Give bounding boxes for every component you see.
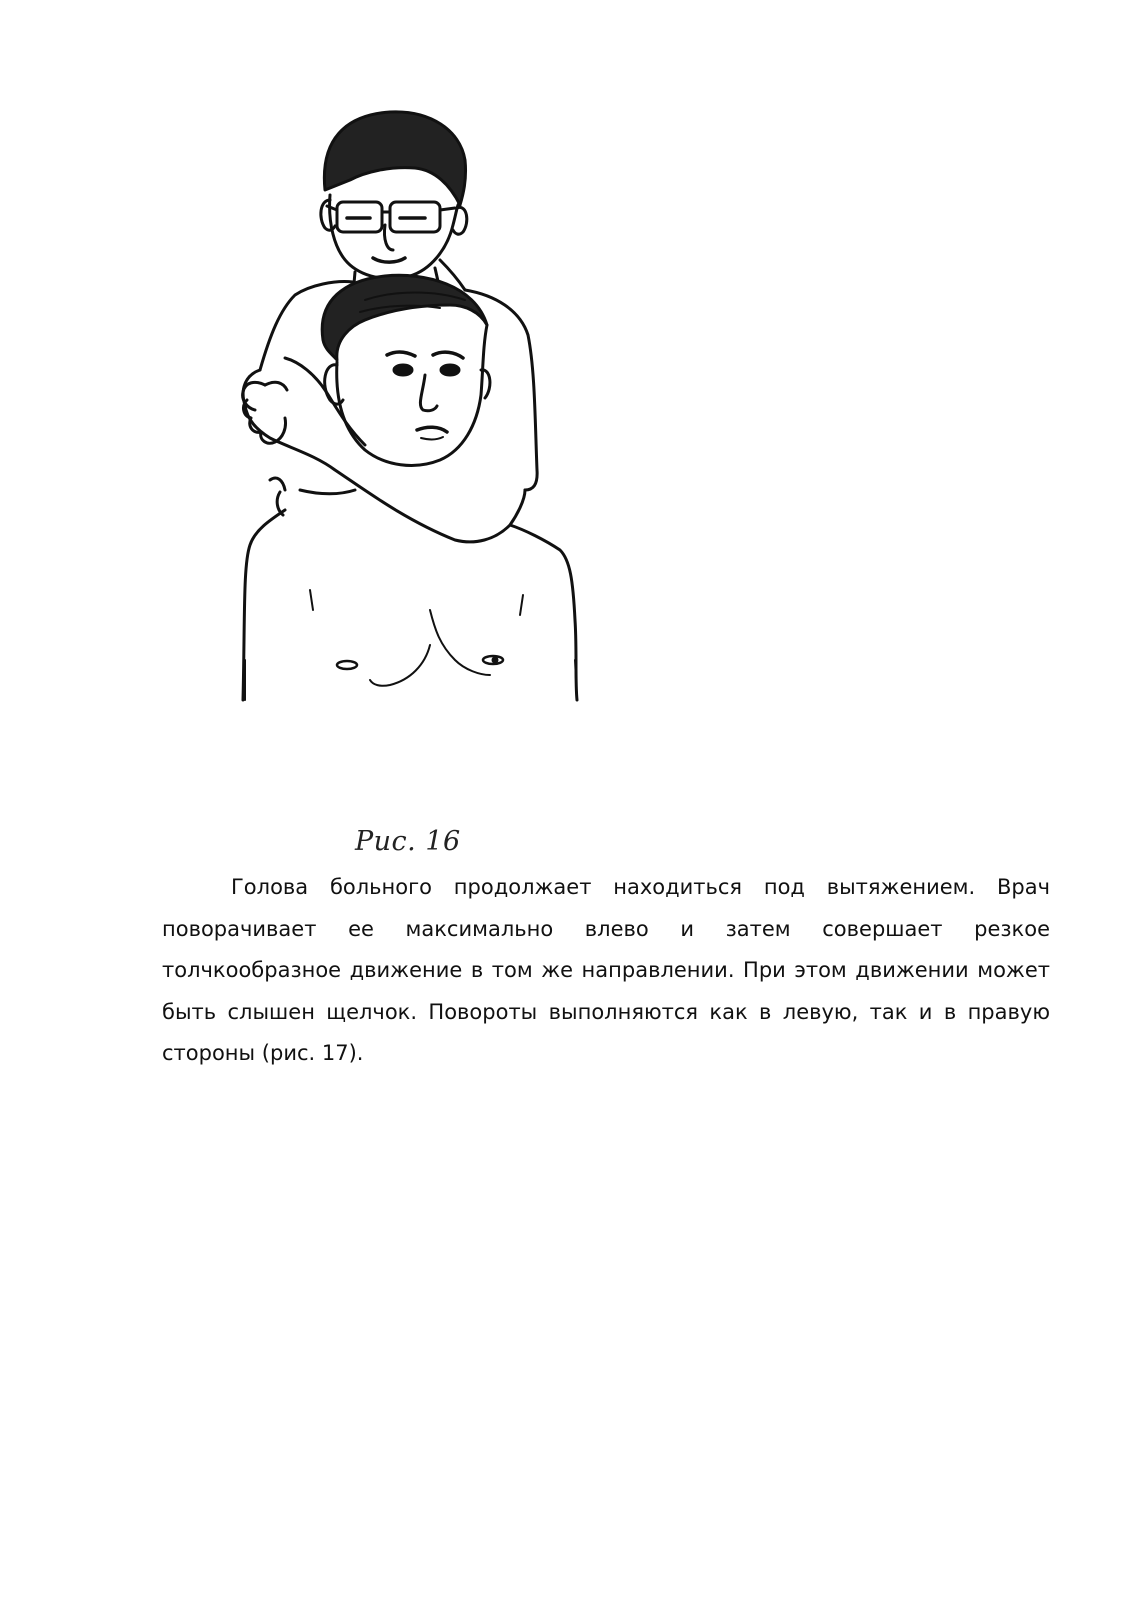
patient-ear: [325, 365, 343, 404]
doctor-patient-drawing: [225, 100, 585, 710]
doctor-arm: [243, 370, 525, 542]
patient-face: [337, 325, 487, 465]
doctor-hair: [324, 112, 465, 205]
glasses-arm-right: [440, 208, 455, 210]
body-paragraph: Голова больного продолжает находиться под вытяжением. Врач поворачивает ее максимально влево и затем совершает резкое толчкообразное движение в том же направлении. При этом движении может быть слышен щелчок. Повороты выполняются как в левую, так и в правую стороны (рис. 17).: [162, 875, 1050, 1065]
doctor-shirt: [260, 282, 537, 490]
patient-shoulders: [243, 510, 285, 700]
figure-caption: Рис. 16: [355, 826, 461, 857]
doctor-ear-left: [321, 200, 335, 230]
figure-illustration: [225, 100, 585, 710]
